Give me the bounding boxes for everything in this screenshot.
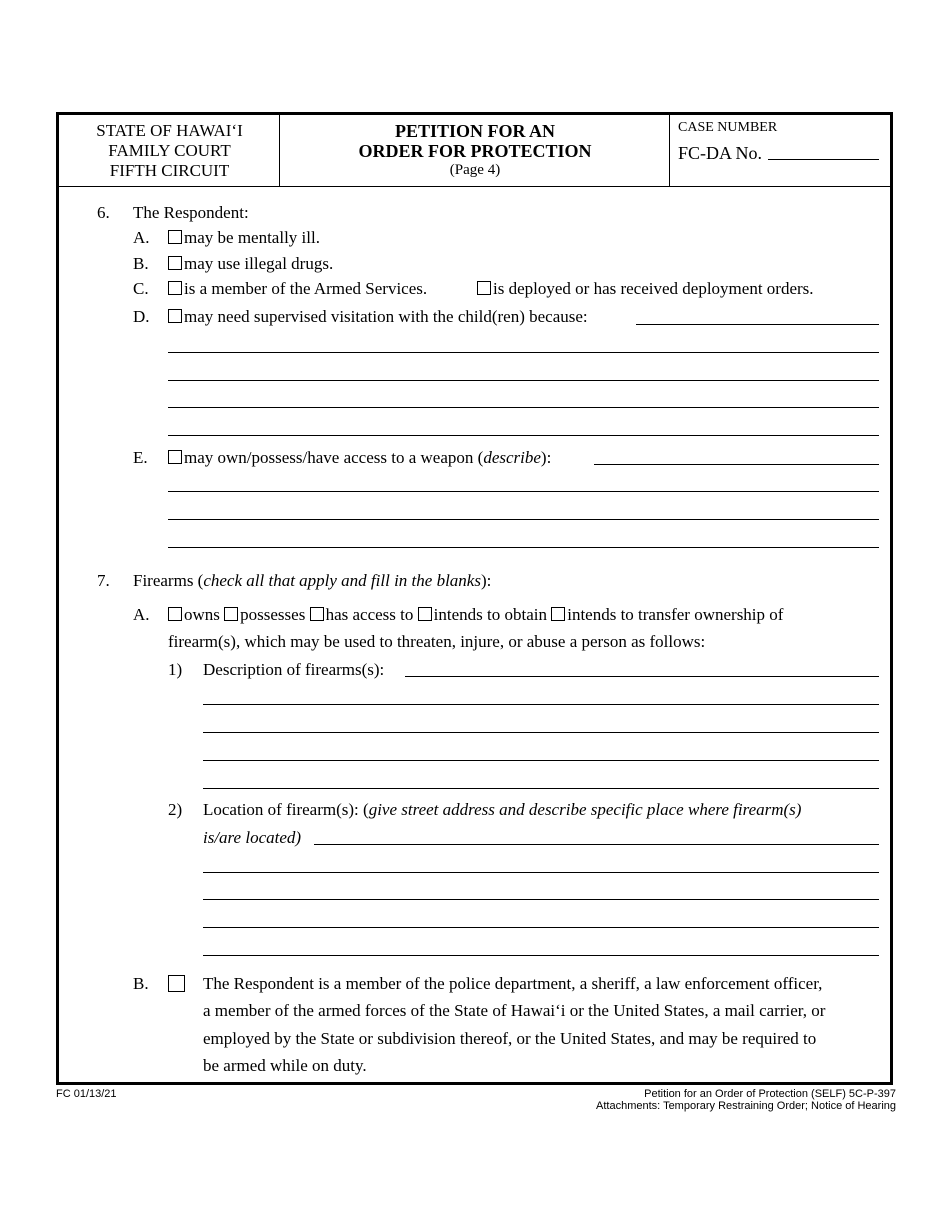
section7-b-line3: employed by the State or subdivision thereof, or the United States, and may be required to	[203, 1029, 817, 1048]
section6-e-letter: E.	[133, 448, 148, 467]
visitation-reason-line[interactable]	[168, 407, 879, 408]
intends-to-transfer-label: intends to transfer ownership of	[567, 605, 784, 624]
firearm-description-field[interactable]	[405, 676, 879, 677]
section7-b-line1: The Respondent is a member of the police department, a sheriff, a law enforcement officer,	[203, 974, 823, 993]
section6-a-letter: A.	[133, 228, 150, 247]
firearm-location-line[interactable]	[203, 872, 879, 873]
intends-to-obtain-checkbox[interactable]	[418, 607, 432, 621]
section7-a-line2: firearm(s), which may be used to threaten, injure, or abuse a person as follows:	[168, 632, 706, 651]
section6-e-pre: may own/possess/have access to a weapon (	[184, 448, 484, 467]
illegal-drugs-checkbox[interactable]	[168, 256, 182, 270]
firearm-location-line[interactable]	[203, 955, 879, 956]
section6-c-letter: C.	[133, 279, 149, 298]
section6-b-row	[168, 254, 333, 274]
intends-to-obtain-label: intends to obtain	[433, 605, 547, 624]
item2-line2	[203, 828, 301, 848]
item2-italic2: is/are located)	[203, 828, 302, 847]
section7-b-letter: B.	[133, 974, 149, 993]
intends-to-transfer-checkbox[interactable]	[551, 607, 565, 621]
firearm-description-line[interactable]	[203, 732, 879, 733]
section7-b-line4: be armed while on duty.	[203, 1056, 367, 1075]
section7-intro-pre: Firearms (	[133, 571, 204, 590]
section7-intro-post: ):	[480, 571, 492, 590]
firearm-location-field[interactable]	[314, 844, 879, 845]
deployed-checkbox[interactable]	[477, 281, 491, 295]
court-family: FAMILY COURT	[108, 141, 231, 160]
firearm-description-line[interactable]	[203, 704, 879, 705]
section6-c-row1	[168, 279, 427, 299]
fcda-label: FC-DA No.	[678, 143, 763, 163]
section7-a-letter: A.	[133, 605, 150, 624]
section7-number: 7.	[97, 571, 110, 590]
section6-d-text: may need supervised visitation with the child(ren) because:	[184, 307, 588, 326]
armed-services-checkbox[interactable]	[168, 281, 182, 295]
section6-e-italic: describe	[483, 448, 541, 467]
firearm-description-line[interactable]	[203, 760, 879, 761]
item2-text: Location of firearm(s): (	[203, 800, 369, 819]
section6-c-text1: is a member of the Armed Services.	[184, 279, 428, 298]
possesses-checkbox[interactable]	[224, 607, 238, 621]
owns-checkbox[interactable]	[168, 607, 182, 621]
section6-intro: The Respondent:	[133, 203, 249, 222]
section7-b-line2: a member of the armed forces of the State of Hawaiʻi or the United States, a mail carrier, or	[203, 1001, 826, 1020]
supervised-visitation-checkbox[interactable]	[168, 309, 182, 323]
title-block	[282, 121, 668, 179]
section6-c-row2	[477, 279, 814, 299]
court-circuit: FIFTH CIRCUIT	[109, 161, 230, 180]
fcda-number-field[interactable]	[768, 159, 879, 160]
weapon-checkbox[interactable]	[168, 450, 182, 464]
page-label: (Page 4)	[449, 162, 501, 178]
law-enforcement-checkbox[interactable]	[168, 975, 185, 992]
firearm-description-line[interactable]	[203, 788, 879, 789]
header-separator-left	[279, 115, 280, 186]
court-state: STATE OF HAWAIʻI	[96, 121, 243, 140]
court-name-block	[62, 121, 277, 181]
section6-a-row	[168, 228, 320, 248]
owns-label: owns	[184, 605, 220, 624]
item2-line1	[203, 800, 801, 820]
item2-italic1: give street address and describe specific place where firearm(s)	[368, 800, 802, 819]
section7-intro-italic: check all that apply and fill in the blanks	[203, 571, 481, 590]
section6-a-text: may be mentally ill.	[184, 228, 320, 247]
title-line2: ORDER FOR PROTECTION	[358, 141, 592, 161]
weapon-description-field[interactable]	[594, 464, 879, 465]
visitation-reason-line[interactable]	[168, 380, 879, 381]
section6-e-post: ):	[540, 448, 552, 467]
weapon-description-line[interactable]	[168, 519, 879, 520]
case-number-label: CASE NUMBER	[678, 120, 778, 135]
section6-d-letter: D.	[133, 307, 150, 326]
weapon-description-line[interactable]	[168, 491, 879, 492]
mentally-ill-checkbox[interactable]	[168, 230, 182, 244]
section6-number: 6.	[97, 203, 110, 222]
weapon-description-line[interactable]	[168, 547, 879, 548]
footer-form-title: Petition for an Order of Protection (SELF) 5C-P-397	[644, 1088, 896, 1100]
firearm-location-line[interactable]	[203, 927, 879, 928]
section6-c-text2: is deployed or has received deployment orders.	[493, 279, 814, 298]
header-separator-right	[669, 115, 670, 186]
title-line1: PETITION FOR AN	[394, 121, 556, 141]
item2-number: 2)	[168, 800, 183, 819]
header-divider	[56, 186, 893, 187]
firearm-options-row	[168, 605, 783, 625]
footer-form-date: FC 01/13/21	[56, 1088, 117, 1100]
item1-text: Description of firearms(s):	[203, 660, 385, 679]
section6-b-letter: B.	[133, 254, 149, 273]
has-access-checkbox[interactable]	[310, 607, 324, 621]
section6-e-row	[168, 448, 551, 468]
section7-intro	[133, 571, 491, 591]
footer-attachments: Attachments: Temporary Restraining Order; Notice of Hearing	[596, 1100, 896, 1112]
section6-b-text: may use illegal drugs.	[184, 254, 334, 273]
possesses-label: possesses	[240, 605, 306, 624]
section6-d-row	[168, 307, 588, 327]
visitation-reason-field[interactable]	[636, 324, 879, 325]
visitation-reason-line[interactable]	[168, 352, 879, 353]
item1-number: 1)	[168, 660, 183, 679]
visitation-reason-line[interactable]	[168, 435, 879, 436]
firearm-location-line[interactable]	[203, 899, 879, 900]
has-access-label: has access to	[325, 605, 414, 624]
